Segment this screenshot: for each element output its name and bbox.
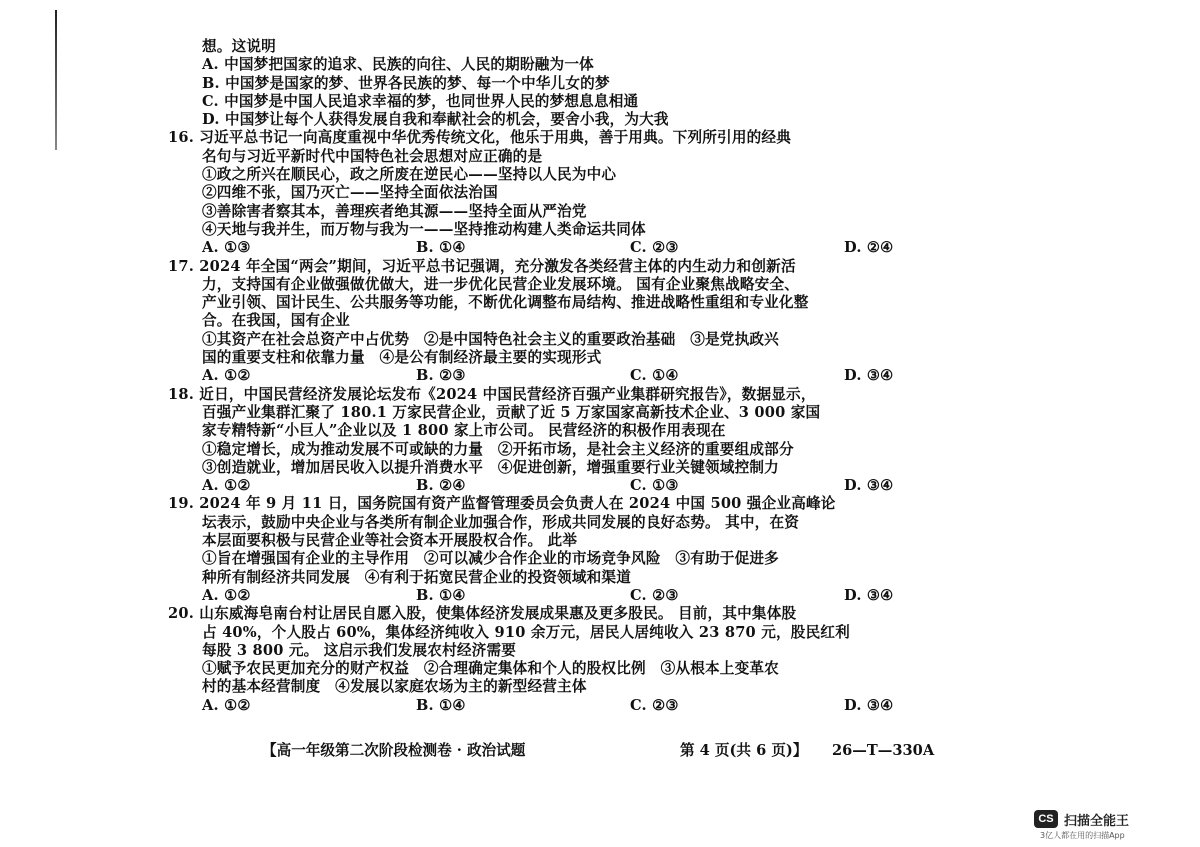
q19-item: ①旨在增强国有企业的主导作用 ②可以减少合作企业的市场竞争风险 ③有助于促进多 bbox=[202, 550, 779, 568]
choice-c: C. ②③ bbox=[630, 586, 679, 604]
q19-stem-line: 本层面要积极与民营企业等社会资本开展股权合作。 此举 bbox=[202, 532, 578, 550]
choice-a: A. ①② bbox=[202, 696, 251, 714]
q19-item: 种所有制经济共同发展 ④有利于拓宽民营企业的投资领域和渠道 bbox=[202, 568, 632, 586]
q20-item: 村的基本经营制度 ④发展以家庭农场为主的新型经营主体 bbox=[202, 678, 587, 696]
q17-choices bbox=[168, 367, 1058, 385]
q17-stem-line: 产业引领、国计民生、公共服务等功能，不断优化调整布局结构、推进战略性重组和专业化整 bbox=[202, 294, 809, 312]
footer-page-number: 第 4 页(共 6 页)】 bbox=[680, 742, 808, 759]
choice-c: C. ②③ bbox=[630, 696, 679, 714]
q16-item: ④天地与我并生，而万物与我为一——坚持推动构建人类命运共同体 bbox=[202, 220, 646, 238]
q16-item: ③善除害者察其本，善理疾者绝其源——坚持全面从严治党 bbox=[202, 202, 587, 220]
choice-d: D. ②④ bbox=[844, 239, 894, 257]
choice-c: C. ①④ bbox=[630, 367, 679, 385]
q16-item: ①政之所兴在顺民心，政之所废在逆民心——坚持以人民为中心 bbox=[202, 166, 617, 184]
q20-choices bbox=[168, 697, 1058, 715]
choice-a: A. ①③ bbox=[202, 239, 251, 257]
q18-stem-line: 家专精特新“小巨人”企业以及 1 800 家上市公司。 民营经济的积极作用表现在 bbox=[202, 422, 726, 440]
watermark-name: 扫描全能王 bbox=[1064, 814, 1130, 829]
q20-stem-line: 占 40%，个人股占 60%，集体经济纯收入 910 余万元，居民人居纯收入 23 870 元，股民红利 bbox=[202, 623, 850, 641]
q19-stem-line: 坛表示，鼓励中央企业与各类所有制企业加强合作，形成共同发展的良好态势。 其中，在资 bbox=[202, 513, 800, 531]
choice-a: A. ①② bbox=[202, 477, 251, 495]
q15-option-b: B. 中国梦是国家的梦、世界各民族的梦、每一个中华儿女的梦 bbox=[202, 74, 610, 92]
q16-stem-line: 名句与习近平新时代中国特色社会思想对应正确的是 bbox=[202, 147, 543, 165]
choice-d: D. ③④ bbox=[844, 477, 894, 495]
page-footer bbox=[262, 739, 1062, 760]
q15-option-a: A. 中国梦把国家的追求、民族的向往、人民的期盼融为一体 bbox=[202, 56, 594, 74]
q15-option-c: C. 中国梦是中国人民追求幸福的梦，也同世界人民的梦想息息相通 bbox=[202, 92, 639, 110]
choice-a: A. ①② bbox=[202, 586, 251, 604]
q16-item: ②四维不张，国乃灭亡——坚持全面依法治国 bbox=[202, 184, 498, 202]
choice-d: D. ③④ bbox=[844, 367, 894, 385]
q15-stem-tail: 想。这说明 bbox=[202, 38, 276, 55]
q17-stem-line: 17. 2024 年全国“两会”期间，习近平总书记强调，充分激发各类经营主体的内生动力和创新活 bbox=[168, 257, 796, 275]
choice-d: D. ③④ bbox=[844, 586, 894, 604]
q18-choices bbox=[168, 477, 1058, 495]
q18-stem-line: 18. 近日，中国民营经济发展论坛发布《2024 中国民营经济百强产业集群研究报告》，数据显示， bbox=[168, 385, 816, 403]
q15-option-d: D. 中国梦让每个人获得发展自我和奉献社会的机会，要舍小我，为大我 bbox=[202, 111, 669, 129]
choice-a: A. ①② bbox=[202, 367, 251, 385]
q20-stem-line: 每股 3 800 元。 这启示我们发展农村经济需要 bbox=[202, 641, 517, 659]
choice-b: B. ①④ bbox=[416, 239, 466, 257]
choice-b: B. ②④ bbox=[416, 477, 466, 495]
page-crease bbox=[55, 10, 57, 150]
q16-stem-line: 16. 习近平总书记一向高度重视中华优秀传统文化，他乐于用典，善于用典。下列所引用的经典 bbox=[168, 129, 792, 147]
footer-code: 26—T—330A bbox=[832, 742, 935, 759]
q20-item: ①赋予农民更加充分的财产权益 ②合理确定集体和个人的股权比例 ③从根本上变革农 bbox=[202, 660, 779, 678]
watermark-subtitle: 3亿人都在用的扫描App bbox=[1040, 831, 1125, 840]
question-content bbox=[168, 38, 1058, 715]
choice-b: B. ①④ bbox=[416, 586, 466, 604]
q17-stem-line: 力，支持国有企业做强做优做大，进一步优化民营企业发展环境。 国有企业聚焦战略安全、 bbox=[202, 275, 800, 293]
choice-b: B. ②③ bbox=[416, 367, 466, 385]
q17-stem-line: 合。在我国，国有企业 bbox=[202, 312, 350, 330]
q17-item: 国的重要支柱和依靠力量 ④是公有制经济最主要的实现形式 bbox=[202, 349, 602, 367]
choice-b: B. ①④ bbox=[416, 696, 466, 714]
camscanner-logo-icon: CS bbox=[1034, 810, 1058, 828]
q18-stem-line: 百强产业集群汇聚了 180.1 万家民营企业，贡献了近 5 万家国家高新技术企业、3 000 家国 bbox=[202, 403, 821, 421]
choice-d: D. ③④ bbox=[844, 696, 894, 714]
q16-choices bbox=[168, 239, 1058, 257]
footer-title: 【高一年级第二次阶段检测卷 · 政治试题 bbox=[262, 742, 526, 759]
q17-item: ①其资产在社会总资产中占优势 ②是中国特色社会主义的重要政治基础 ③是党执政兴 bbox=[202, 330, 779, 348]
scanner-watermark bbox=[1034, 808, 1184, 842]
q19-stem-line: 19. 2024 年 9 月 11 日，国务院国有资产监督管理委员会负责人在 2024 中国 500 强企业高峰论 bbox=[168, 495, 836, 513]
q20-stem-line: 20. 山东威海皂南台村让居民自愿入股，使集体经济发展成果惠及更多股民。 目前，其中集体股 bbox=[168, 605, 797, 623]
q18-item: ③创造就业，增加居民收入以提升消费水平 ④促进创新，增强重要行业关键领域控制力 bbox=[202, 458, 779, 476]
choice-c: C. ②③ bbox=[630, 239, 679, 257]
choice-c: C. ①③ bbox=[630, 477, 679, 495]
q19-choices bbox=[168, 587, 1058, 605]
q18-item: ①稳定增长，成为推动发展不可或缺的力量 ②开拓市场，是社会主义经济的重要组成部分 bbox=[202, 440, 794, 458]
